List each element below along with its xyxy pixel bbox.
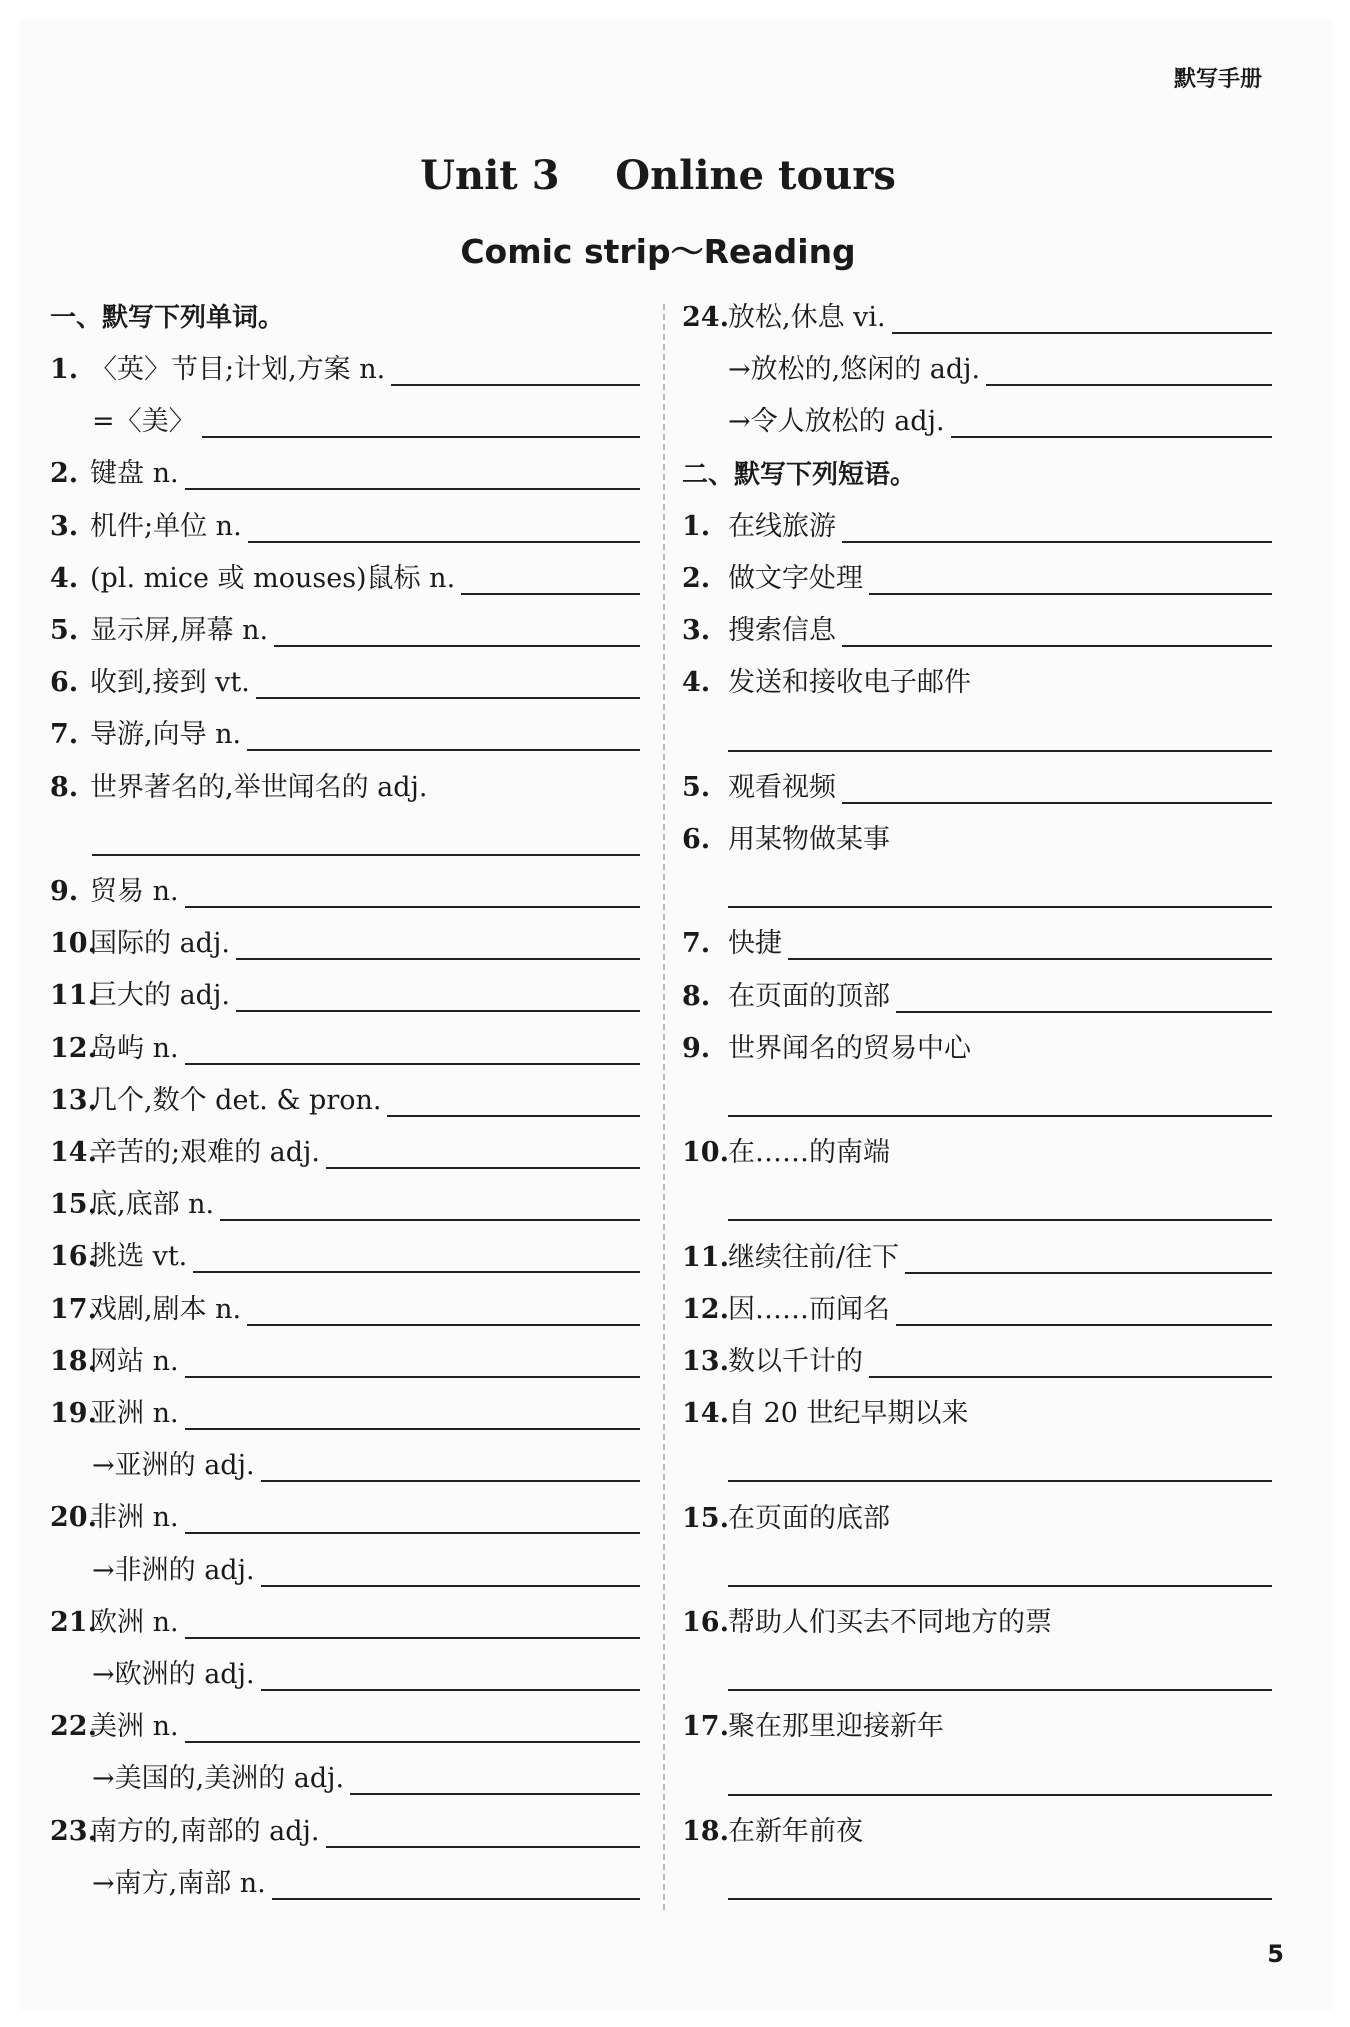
- answer-blank[interactable]: [788, 928, 1272, 960]
- item-number: 10.: [682, 1137, 729, 1169]
- fill-blank-row: [682, 1551, 1272, 1591]
- answer-blank[interactable]: [261, 1659, 640, 1691]
- fill-blank-row: [682, 559, 1272, 599]
- answer-blank[interactable]: [842, 772, 1272, 804]
- answer-blank[interactable]: [728, 876, 1272, 908]
- answer-blank[interactable]: [842, 615, 1272, 647]
- answer-blank[interactable]: [896, 981, 1272, 1013]
- item-prompt: 戏剧,剧本 n.: [90, 1293, 242, 1325]
- item-prompt: 用某物做某事: [728, 824, 890, 855]
- answer-blank[interactable]: [892, 302, 1272, 334]
- fill-blank-row: [682, 1499, 1272, 1539]
- fill-blank-row: [682, 402, 1272, 442]
- fill-blank-row: [50, 507, 640, 547]
- item-prompt: 欧洲 n.: [90, 1606, 179, 1638]
- fill-blank-row: [50, 976, 640, 1016]
- item-number: 1.: [50, 354, 79, 385]
- item-number: 9.: [682, 1032, 711, 1064]
- answer-blank[interactable]: [326, 1816, 641, 1848]
- fill-blank-row: [682, 820, 1272, 860]
- fill-blank-row: [682, 1394, 1272, 1434]
- item-prompt: 网站 n.: [90, 1345, 179, 1377]
- item-prompt: 聚在那里迎接新年: [728, 1711, 944, 1743]
- fill-blank-row: [50, 1707, 640, 1747]
- item-prompt: 美洲 n.: [90, 1711, 179, 1743]
- item-number: 5.: [50, 615, 79, 646]
- answer-blank[interactable]: [350, 1763, 640, 1795]
- column-divider: [663, 304, 665, 1910]
- answer-blank[interactable]: [261, 1555, 640, 1587]
- answer-blank[interactable]: [185, 1711, 640, 1743]
- item-number: 5.: [682, 771, 711, 803]
- fill-blank-row: [682, 1081, 1272, 1121]
- item-prompt: 在新年前夜: [728, 1815, 863, 1847]
- item-prompt: 巨大的 adj.: [90, 980, 230, 1012]
- fill-blank-row: [50, 768, 640, 808]
- answer-blank[interactable]: [869, 563, 1272, 595]
- answer-blank[interactable]: [185, 1033, 640, 1065]
- item-prompt: 快捷: [728, 928, 782, 960]
- item-prompt: 几个,数个 det. & pron.: [90, 1084, 382, 1116]
- answer-blank[interactable]: [951, 406, 1272, 438]
- fill-blank-row: [50, 820, 640, 860]
- fill-blank-row: [50, 559, 640, 599]
- answer-blank[interactable]: [387, 1085, 640, 1117]
- item-number: 13.: [50, 1084, 97, 1116]
- item-number: 16.: [50, 1241, 97, 1273]
- fill-blank-row: [50, 402, 640, 442]
- section-heading-phrases: 二、默写下列短语。: [682, 459, 917, 490]
- fill-blank-row: [50, 1655, 640, 1695]
- item-prompt: 在……的南端: [728, 1137, 890, 1169]
- fill-blank-row: [50, 611, 640, 651]
- fill-blank-row: [50, 1864, 640, 1904]
- item-prompt: 导游,向导 n.: [90, 719, 242, 751]
- item-number: 8.: [50, 771, 79, 803]
- answer-blank[interactable]: [272, 1868, 640, 1900]
- item-number: 7.: [50, 719, 79, 751]
- item-number: 6.: [50, 667, 79, 699]
- item-prompt: →亚洲的 adj.: [92, 1450, 255, 1482]
- item-number: 23.: [50, 1815, 97, 1847]
- fill-blank-row: [682, 1603, 1272, 1643]
- fill-blank-row: [682, 1760, 1272, 1800]
- item-number: 11.: [682, 1241, 729, 1273]
- fill-blank-row: [682, 1446, 1272, 1486]
- item-prompt: 辛苦的;艰难的 adj.: [90, 1137, 321, 1168]
- item-prompt: 贸易 n.: [90, 876, 179, 907]
- item-number: 12.: [682, 1293, 729, 1325]
- fill-blank-row: [50, 924, 640, 964]
- item-prompt: 非洲 n.: [90, 1502, 179, 1534]
- fill-blank-row: [682, 924, 1272, 964]
- item-prompt: →非洲的 adj.: [92, 1554, 255, 1586]
- answer-blank[interactable]: [728, 1659, 1272, 1691]
- section-heading-words: 一、默写下列单词。: [50, 303, 285, 333]
- item-prompt: 显示屏,屏幕 n.: [90, 615, 269, 646]
- fill-blank-row: [50, 1759, 640, 1799]
- item-number: 3.: [50, 510, 79, 542]
- item-number: 1.: [682, 510, 711, 542]
- item-number: 7.: [682, 928, 711, 960]
- item-prompt: →放松的,悠闲的 adj.: [728, 354, 981, 386]
- item-prompt: 世界著名的,举世闻名的 adj.: [90, 771, 428, 803]
- item-prompt: 搜索信息: [728, 615, 836, 647]
- fill-blank-row: [682, 1238, 1272, 1278]
- answer-blank[interactable]: [728, 1189, 1272, 1221]
- item-number: 14.: [682, 1398, 729, 1430]
- item-prompt: 帮助人们买去不同地方的票: [728, 1607, 1052, 1638]
- item-number: 2.: [50, 458, 79, 490]
- item-number: 11.: [50, 980, 97, 1012]
- fill-blank-row: [682, 298, 1272, 338]
- item-prompt: →南方,南部 n.: [92, 1867, 266, 1899]
- fill-blank-row: [682, 611, 1272, 651]
- item-number: 4.: [682, 667, 711, 699]
- answer-blank[interactable]: [185, 876, 640, 908]
- item-number: 10.: [50, 928, 97, 960]
- answer-blank[interactable]: [202, 406, 640, 438]
- answer-blank[interactable]: [326, 1137, 640, 1169]
- item-number: 24.: [682, 302, 729, 333]
- fill-blank-row: [50, 1081, 640, 1121]
- answer-blank[interactable]: [461, 563, 640, 595]
- fill-blank-row: [50, 1446, 640, 1486]
- fill-blank-row: [50, 1237, 640, 1277]
- answer-blank[interactable]: [391, 354, 640, 386]
- item-prompt: →欧洲的 adj.: [92, 1659, 255, 1690]
- item-prompt: →美国的,美洲的 adj.: [92, 1763, 345, 1795]
- answer-blank[interactable]: [220, 1189, 640, 1221]
- item-prompt: 继续往前/往下: [728, 1241, 900, 1273]
- item-number: 21.: [50, 1606, 97, 1638]
- fill-blank-row: [50, 1812, 640, 1852]
- page-title: Unit 3 Online tours: [420, 152, 896, 199]
- fill-blank-row: [50, 1290, 640, 1330]
- fill-blank-row: [50, 1185, 640, 1225]
- item-prompt: 发送和接收电子邮件: [728, 667, 971, 699]
- fill-blank-row: [50, 872, 640, 912]
- item-prompt: 键盘 n.: [90, 458, 179, 490]
- answer-blank[interactable]: [728, 1450, 1272, 1482]
- fill-blank-row: [50, 350, 640, 390]
- answer-blank[interactable]: [261, 1450, 640, 1482]
- fill-blank-row: [682, 768, 1272, 808]
- fill-blank-row: [682, 1029, 1272, 1069]
- item-prompt: 放松,休息 vi.: [728, 302, 886, 333]
- answer-blank[interactable]: [896, 1294, 1272, 1326]
- item-prompt: 〈英〉节目;计划,方案 n.: [90, 354, 386, 385]
- item-number: 15.: [50, 1189, 97, 1221]
- fill-blank-row: [50, 1603, 640, 1643]
- item-number: 3.: [682, 615, 711, 647]
- answer-blank[interactable]: [193, 1241, 640, 1273]
- answer-blank[interactable]: [842, 511, 1272, 543]
- item-prompt: 国际的 adj.: [90, 928, 230, 960]
- answer-blank[interactable]: [247, 1294, 640, 1326]
- fill-blank-row: [50, 1551, 640, 1591]
- header-tag: 默写手册: [1173, 67, 1262, 92]
- fill-blank-row: [50, 1029, 640, 1069]
- answer-blank[interactable]: [728, 720, 1272, 752]
- answer-blank[interactable]: [185, 458, 640, 490]
- fill-blank-row: [682, 1290, 1272, 1330]
- fill-blank-row: [682, 872, 1272, 912]
- fill-blank-row: [50, 715, 640, 755]
- answer-blank[interactable]: [236, 980, 640, 1012]
- item-number: 17.: [50, 1293, 97, 1325]
- item-number: 20.: [50, 1502, 97, 1534]
- item-number: 6.: [682, 824, 711, 855]
- fill-blank-row: [682, 977, 1272, 1017]
- fill-blank-row: [682, 663, 1272, 703]
- answer-blank[interactable]: [248, 511, 640, 543]
- answer-blank[interactable]: [905, 1242, 1272, 1274]
- answer-blank[interactable]: [728, 1868, 1272, 1900]
- item-prompt: 岛屿 n.: [90, 1032, 179, 1064]
- item-number: 15.: [682, 1502, 729, 1534]
- item-prompt: =〈美〉: [92, 406, 196, 438]
- item-number: 16.: [682, 1607, 729, 1638]
- item-prompt: 亚洲 n.: [90, 1398, 179, 1429]
- fill-blank-row: [50, 663, 640, 703]
- item-number: 8.: [682, 980, 711, 1012]
- fill-blank-row: [682, 1655, 1272, 1695]
- fill-blank-row: [682, 1707, 1272, 1747]
- item-prompt: 自 20 世纪早期以来: [728, 1398, 969, 1430]
- item-prompt: 世界闻名的贸易中心: [728, 1032, 971, 1064]
- item-number: 18.: [50, 1345, 97, 1377]
- item-number: 12.: [50, 1032, 97, 1064]
- item-prompt: (pl. mice 或 mouses)鼠标 n.: [90, 562, 456, 594]
- answer-blank[interactable]: [185, 1607, 640, 1639]
- fill-blank-row: [682, 1864, 1272, 1904]
- item-number: 19.: [50, 1398, 97, 1429]
- item-prompt: 在线旅游: [728, 510, 836, 542]
- item-prompt: 底,底部 n.: [90, 1189, 215, 1221]
- answer-blank[interactable]: [185, 1502, 640, 1534]
- fill-blank-row: [50, 1498, 640, 1538]
- item-number: 4.: [50, 562, 79, 594]
- item-prompt: 在页面的顶部: [728, 980, 890, 1012]
- answer-blank[interactable]: [274, 615, 640, 647]
- answer-blank[interactable]: [185, 1346, 640, 1378]
- fill-blank-row: [50, 1394, 640, 1434]
- answer-blank[interactable]: [247, 719, 640, 751]
- item-number: 13.: [682, 1346, 729, 1377]
- answer-blank[interactable]: [869, 1346, 1272, 1378]
- fill-blank-row: [682, 1133, 1272, 1173]
- item-prompt: 因……而闻名: [728, 1293, 890, 1325]
- item-number: 22.: [50, 1711, 97, 1743]
- item-number: 2.: [682, 563, 711, 594]
- fill-blank-row: [50, 1133, 640, 1173]
- item-number: 14.: [50, 1137, 97, 1168]
- item-prompt: 南方的,南部的 adj.: [90, 1815, 320, 1847]
- page-subtitle: Comic strip～Reading: [460, 232, 856, 271]
- fill-blank-row: [50, 1342, 640, 1382]
- fill-blank-row: [682, 1812, 1272, 1852]
- item-prompt: →令人放松的 adj.: [728, 406, 945, 438]
- item-prompt: 做文字处理: [728, 563, 863, 594]
- item-prompt: 机件;单位 n.: [90, 510, 242, 542]
- answer-blank[interactable]: [728, 1764, 1272, 1796]
- answer-blank[interactable]: [185, 1398, 640, 1430]
- fill-blank-row: [682, 507, 1272, 547]
- item-number: 9.: [50, 876, 79, 907]
- answer-blank[interactable]: [986, 354, 1272, 386]
- fill-blank-row: [682, 350, 1272, 390]
- fill-blank-row: [682, 716, 1272, 756]
- item-prompt: 收到,接到 vt.: [90, 667, 250, 699]
- item-prompt: 挑选 vt.: [90, 1241, 188, 1273]
- item-prompt: 数以千计的: [728, 1346, 863, 1377]
- fill-blank-row: [682, 1185, 1272, 1225]
- item-prompt: 观看视频: [728, 771, 836, 803]
- item-number: 18.: [682, 1815, 729, 1847]
- fill-blank-row: [50, 454, 640, 494]
- answer-blank[interactable]: [728, 1555, 1272, 1587]
- answer-blank[interactable]: [728, 1085, 1272, 1117]
- answer-blank[interactable]: [256, 667, 640, 699]
- answer-blank[interactable]: [236, 928, 640, 960]
- page-number: 5: [1267, 1940, 1284, 1968]
- item-prompt: 在页面的底部: [728, 1502, 890, 1534]
- answer-blank[interactable]: [92, 824, 640, 856]
- fill-blank-row: [682, 1342, 1272, 1382]
- item-number: 17.: [682, 1711, 729, 1743]
